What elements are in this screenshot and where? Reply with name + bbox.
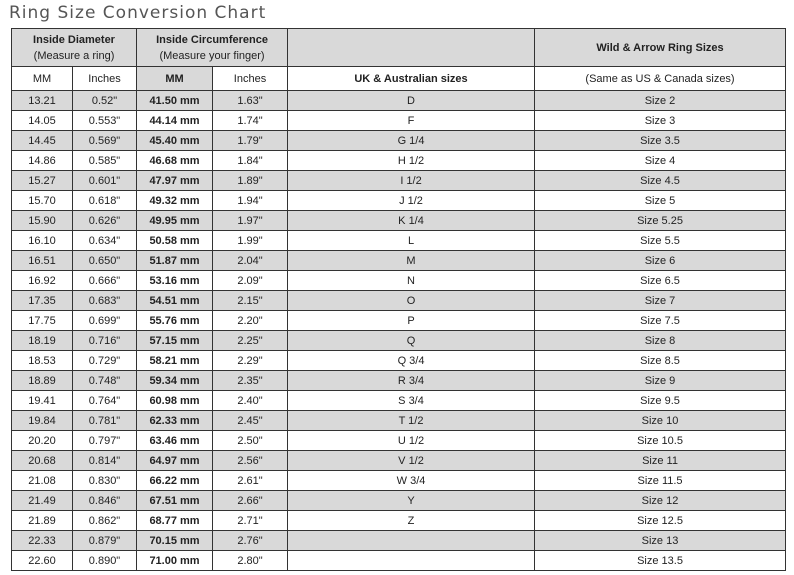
inside-circumference-subtitle: (Measure your finger) <box>159 49 265 62</box>
diameter-mm-cell: 21.49 <box>12 491 73 511</box>
table-row <box>12 531 786 551</box>
diameter-mm-cell: 14.05 <box>12 111 73 131</box>
diameter-inches-cell: 0.585" <box>73 151 137 171</box>
wild-arrow-size-cell: Size 8.5 <box>535 351 786 371</box>
diameter-inches-cell: 0.618" <box>73 191 137 211</box>
diameter-mm-cell: 18.89 <box>12 371 73 391</box>
wild-arrow-size-cell: Size 7 <box>535 291 786 311</box>
inside-circumference-header <box>137 29 288 67</box>
uk-size-cell: U 1/2 <box>288 431 535 451</box>
table-row <box>12 91 786 111</box>
uk-size-cell: R 3/4 <box>288 371 535 391</box>
diameter-mm-cell: 20.20 <box>12 431 73 451</box>
diameter-mm-cell: 15.27 <box>12 171 73 191</box>
circumference-mm-cell: 60.98 mm <box>137 391 213 411</box>
circumference-mm-cell: 45.40 mm <box>137 131 213 151</box>
wild-arrow-size-cell: Size 11.5 <box>535 471 786 491</box>
diameter-mm-cell: 21.08 <box>12 471 73 491</box>
diameter-inches-cell: 0.764" <box>73 391 137 411</box>
header-row-top <box>12 29 786 67</box>
table-row <box>12 551 786 571</box>
table-row <box>12 291 786 311</box>
circumference-mm-cell: 58.21 mm <box>137 351 213 371</box>
diameter-mm-cell: 17.75 <box>12 311 73 331</box>
uk-size-cell: N <box>288 271 535 291</box>
wild-arrow-size-cell: Size 10 <box>535 411 786 431</box>
circumference-mm-cell: 71.00 mm <box>137 551 213 571</box>
wild-arrow-size-cell: Size 4.5 <box>535 171 786 191</box>
diameter-inches-cell: 0.634" <box>73 231 137 251</box>
diameter-mm-cell: 22.60 <box>12 551 73 571</box>
circumference-mm-cell: 59.34 mm <box>137 371 213 391</box>
diameter-mm-cell: 21.89 <box>12 511 73 531</box>
inside-diameter-header <box>12 29 137 67</box>
diameter-inches-cell: 0.650" <box>73 251 137 271</box>
diameter-mm-cell: 18.19 <box>12 331 73 351</box>
circumference-inches-cell: 2.09" <box>213 271 288 291</box>
circumference-inches-cell: 1.84" <box>213 151 288 171</box>
circumference-mm-cell: 67.51 mm <box>137 491 213 511</box>
diameter-inches-cell: 0.830" <box>73 471 137 491</box>
diameter-mm-cell: 18.53 <box>12 351 73 371</box>
uk-size-cell <box>288 551 535 571</box>
circumference-inches-cell: 2.50" <box>213 431 288 451</box>
wild-arrow-header: Wild & Arrow Ring Sizes <box>535 29 786 67</box>
circumference-mm-cell: 49.32 mm <box>137 191 213 211</box>
uk-size-cell: Z <box>288 511 535 531</box>
uk-size-cell: O <box>288 291 535 311</box>
wild-arrow-size-cell: Size 6 <box>535 251 786 271</box>
circumference-mm-cell: 51.87 mm <box>137 251 213 271</box>
uk-size-cell: V 1/2 <box>288 451 535 471</box>
circumference-inches-cell: 2.29" <box>213 351 288 371</box>
wild-arrow-size-cell: Size 4 <box>535 151 786 171</box>
diameter-inches-cell: 0.716" <box>73 331 137 351</box>
inside-circumference-title: Inside Circumference <box>156 33 268 46</box>
inside-diameter-title: Inside Diameter <box>33 33 115 46</box>
uk-size-cell: S 3/4 <box>288 391 535 411</box>
uk-size-cell: P <box>288 311 535 331</box>
circumference-mm-cell: 57.15 mm <box>137 331 213 351</box>
circumference-mm-cell: 66.22 mm <box>137 471 213 491</box>
diameter-inches-cell: 0.879" <box>73 531 137 551</box>
wild-arrow-size-cell: Size 2 <box>535 91 786 111</box>
table-row <box>12 191 786 211</box>
diameter-inches-cell: 0.814" <box>73 451 137 471</box>
diameter-inches-cell: 0.797" <box>73 431 137 451</box>
wild-arrow-size-cell: Size 8 <box>535 331 786 351</box>
circumference-inches-cell: 2.45" <box>213 411 288 431</box>
col-header-diameter-mm: MM <box>12 67 73 91</box>
table-row <box>12 431 786 451</box>
uk-header-blank <box>288 29 535 67</box>
table-row <box>12 331 786 351</box>
diameter-inches-cell: 0.748" <box>73 371 137 391</box>
circumference-mm-cell: 68.77 mm <box>137 511 213 531</box>
uk-size-cell: W 3/4 <box>288 471 535 491</box>
wild-arrow-size-cell: Size 5.5 <box>535 231 786 251</box>
wild-arrow-size-cell: Size 9.5 <box>535 391 786 411</box>
uk-size-cell: Y <box>288 491 535 511</box>
uk-size-cell: K 1/4 <box>288 211 535 231</box>
circumference-inches-cell: 2.76" <box>213 531 288 551</box>
diameter-mm-cell: 15.70 <box>12 191 73 211</box>
diameter-inches-cell: 0.729" <box>73 351 137 371</box>
circumference-inches-cell: 2.56" <box>213 451 288 471</box>
table-row <box>12 131 786 151</box>
wild-arrow-size-cell: Size 5.25 <box>535 211 786 231</box>
circumference-inches-cell: 2.71" <box>213 511 288 531</box>
circumference-inches-cell: 2.15" <box>213 291 288 311</box>
circumference-mm-cell: 46.68 mm <box>137 151 213 171</box>
wild-arrow-size-cell: Size 12 <box>535 491 786 511</box>
circumference-mm-cell: 49.95 mm <box>137 211 213 231</box>
circumference-mm-cell: 54.51 mm <box>137 291 213 311</box>
inside-diameter-subtitle: (Measure a ring) <box>33 49 115 62</box>
circumference-mm-cell: 50.58 mm <box>137 231 213 251</box>
circumference-inches-cell: 2.20" <box>213 311 288 331</box>
uk-size-cell: J 1/2 <box>288 191 535 211</box>
diameter-inches-cell: 0.666" <box>73 271 137 291</box>
diameter-mm-cell: 16.92 <box>12 271 73 291</box>
diameter-inches-cell: 0.781" <box>73 411 137 431</box>
wild-arrow-size-cell: Size 13.5 <box>535 551 786 571</box>
table-row <box>12 471 786 491</box>
uk-size-cell: Q 3/4 <box>288 351 535 371</box>
circumference-inches-cell: 2.04" <box>213 251 288 271</box>
circumference-inches-cell: 2.40" <box>213 391 288 411</box>
diameter-mm-cell: 22.33 <box>12 531 73 551</box>
diameter-mm-cell: 16.51 <box>12 251 73 271</box>
circumference-mm-cell: 63.46 mm <box>137 431 213 451</box>
col-header-wild-arrow-sizes: (Same as US & Canada sizes) <box>535 67 786 91</box>
diameter-inches-cell: 0.699" <box>73 311 137 331</box>
diameter-inches-cell: 0.601" <box>73 171 137 191</box>
circumference-mm-cell: 70.15 mm <box>137 531 213 551</box>
circumference-mm-cell: 55.76 mm <box>137 311 213 331</box>
header-row-columns <box>12 67 786 91</box>
col-header-diameter-inches: Inches <box>73 67 137 91</box>
table-row <box>12 371 786 391</box>
circumference-mm-cell: 41.50 mm <box>137 91 213 111</box>
table-row <box>12 451 786 471</box>
table-row <box>12 411 786 431</box>
circumference-inches-cell: 2.66" <box>213 491 288 511</box>
diameter-inches-cell: 0.683" <box>73 291 137 311</box>
circumference-mm-cell: 62.33 mm <box>137 411 213 431</box>
diameter-inches-cell: 0.553" <box>73 111 137 131</box>
table-row <box>12 491 786 511</box>
table-row <box>12 391 786 411</box>
circumference-mm-cell: 47.97 mm <box>137 171 213 191</box>
table-row <box>12 271 786 291</box>
uk-size-cell: I 1/2 <box>288 171 535 191</box>
circumference-inches-cell: 1.89" <box>213 171 288 191</box>
uk-size-cell: G 1/4 <box>288 131 535 151</box>
uk-size-cell: L <box>288 231 535 251</box>
wild-arrow-size-cell: Size 3 <box>535 111 786 131</box>
col-header-circumference-inches: Inches <box>213 67 288 91</box>
uk-size-cell <box>288 531 535 551</box>
diameter-inches-cell: 0.626" <box>73 211 137 231</box>
diameter-mm-cell: 13.21 <box>12 91 73 111</box>
table-row <box>12 171 786 191</box>
diameter-mm-cell: 14.86 <box>12 151 73 171</box>
wild-arrow-size-cell: Size 13 <box>535 531 786 551</box>
diameter-inches-cell: 0.569" <box>73 131 137 151</box>
wild-arrow-size-cell: Size 12.5 <box>535 511 786 531</box>
diameter-inches-cell: 0.52" <box>73 91 137 111</box>
circumference-inches-cell: 1.99" <box>213 231 288 251</box>
circumference-mm-cell: 44.14 mm <box>137 111 213 131</box>
circumference-inches-cell: 2.61" <box>213 471 288 491</box>
wild-arrow-size-cell: Size 11 <box>535 451 786 471</box>
wild-arrow-size-cell: Size 6.5 <box>535 271 786 291</box>
uk-size-cell: F <box>288 111 535 131</box>
table-row <box>12 151 786 171</box>
wild-arrow-size-cell: Size 9 <box>535 371 786 391</box>
diameter-mm-cell: 15.90 <box>12 211 73 231</box>
diameter-mm-cell: 19.84 <box>12 411 73 431</box>
diameter-mm-cell: 20.68 <box>12 451 73 471</box>
diameter-mm-cell: 16.10 <box>12 231 73 251</box>
diameter-mm-cell: 19.41 <box>12 391 73 411</box>
wild-arrow-size-cell: Size 7.5 <box>535 311 786 331</box>
table-row <box>12 511 786 531</box>
circumference-inches-cell: 2.25" <box>213 331 288 351</box>
uk-size-cell: M <box>288 251 535 271</box>
circumference-inches-cell: 1.97" <box>213 211 288 231</box>
wild-arrow-size-cell: Size 5 <box>535 191 786 211</box>
circumference-inches-cell: 2.35" <box>213 371 288 391</box>
diameter-inches-cell: 0.846" <box>73 491 137 511</box>
diameter-mm-cell: 14.45 <box>12 131 73 151</box>
table-row <box>12 111 786 131</box>
uk-size-cell: H 1/2 <box>288 151 535 171</box>
uk-size-cell: Q <box>288 331 535 351</box>
circumference-mm-cell: 64.97 mm <box>137 451 213 471</box>
table-row <box>12 251 786 271</box>
table-row <box>12 231 786 251</box>
table-row <box>12 351 786 371</box>
uk-size-cell: D <box>288 91 535 111</box>
circumference-inches-cell: 1.79" <box>213 131 288 151</box>
wild-arrow-size-cell: Size 10.5 <box>535 431 786 451</box>
circumference-inches-cell: 1.74" <box>213 111 288 131</box>
ring-size-table <box>11 28 786 571</box>
table-row <box>12 311 786 331</box>
diameter-mm-cell: 17.35 <box>12 291 73 311</box>
diameter-inches-cell: 0.890" <box>73 551 137 571</box>
page-title: Ring Size Conversion Chart <box>9 3 267 23</box>
col-header-uk-sizes: UK & Australian sizes <box>288 67 535 91</box>
circumference-inches-cell: 1.63" <box>213 91 288 111</box>
uk-size-cell: T 1/2 <box>288 411 535 431</box>
col-header-circumference-mm: MM <box>137 67 213 91</box>
circumference-mm-cell: 53.16 mm <box>137 271 213 291</box>
circumference-inches-cell: 1.94" <box>213 191 288 211</box>
wild-arrow-size-cell: Size 3.5 <box>535 131 786 151</box>
table-row <box>12 211 786 231</box>
diameter-inches-cell: 0.862" <box>73 511 137 531</box>
circumference-inches-cell: 2.80" <box>213 551 288 571</box>
